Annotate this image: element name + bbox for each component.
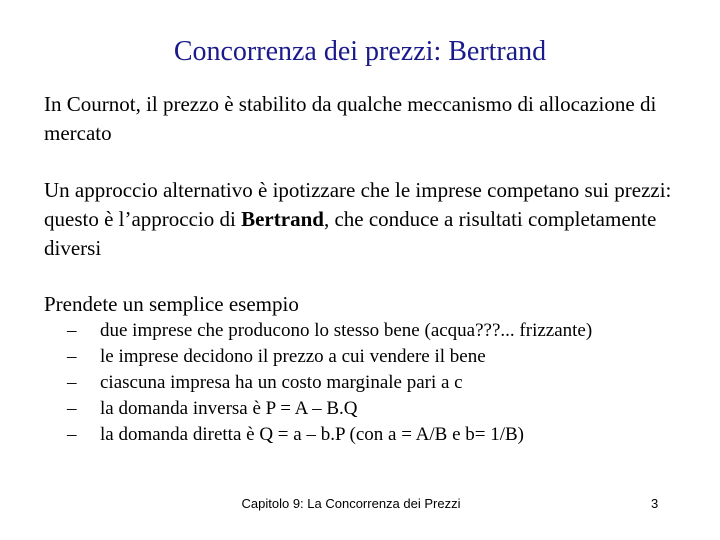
- bertrand-bold-term: Bertrand: [241, 207, 324, 231]
- paragraph-bertrand-text-end: , che conduce a risultati completamente diversi: [44, 207, 657, 260]
- bullet-text: ciascuna impresa ha un costo marginale pari a c: [100, 372, 463, 393]
- bullet-dash: –: [67, 320, 77, 341]
- paragraph-bertrand: [44, 176, 684, 263]
- bullet-item: [44, 396, 592, 422]
- slide-title: Concorrenza dei prezzi: Bertrand: [173, 36, 547, 67]
- bullet-dash: –: [67, 372, 77, 393]
- bullet-text: le imprese decidono il prezzo a cui vendere il bene: [100, 346, 486, 367]
- paragraph-example: Prendete un semplice esempio: [44, 292, 299, 316]
- bullet-dash: –: [67, 398, 77, 419]
- example-bullet-list: [44, 318, 592, 448]
- bullet-dash: –: [67, 346, 77, 367]
- bullet-text: due imprese che producono lo stesso bene (acqua???... frizzante): [100, 320, 593, 341]
- bullet-item: [44, 370, 592, 396]
- bullet-text: la domanda diretta è Q = a – b.P (con a = A/B e b= 1/B): [100, 424, 525, 445]
- slide-footer: Capitolo 9: La Concorrenza dei Prezzi: [241, 496, 461, 511]
- paragraph-bertrand-text-start: Un approccio alternativo è ipotizzare che le imprese competano sui prezzi: questo è l’approccio di: [44, 178, 672, 231]
- page-number: 3: [651, 496, 659, 511]
- bullet-dash: –: [67, 424, 77, 445]
- bullet-item: [44, 422, 592, 448]
- bullet-text: la domanda inversa è P = A – B.Q: [100, 398, 358, 419]
- bullet-item: [44, 344, 592, 370]
- paragraph-cournot: In Cournot, il prezzo è stabilito da qualche meccanismo di allocazione di mercato: [44, 92, 657, 145]
- bullet-item: [44, 318, 592, 344]
